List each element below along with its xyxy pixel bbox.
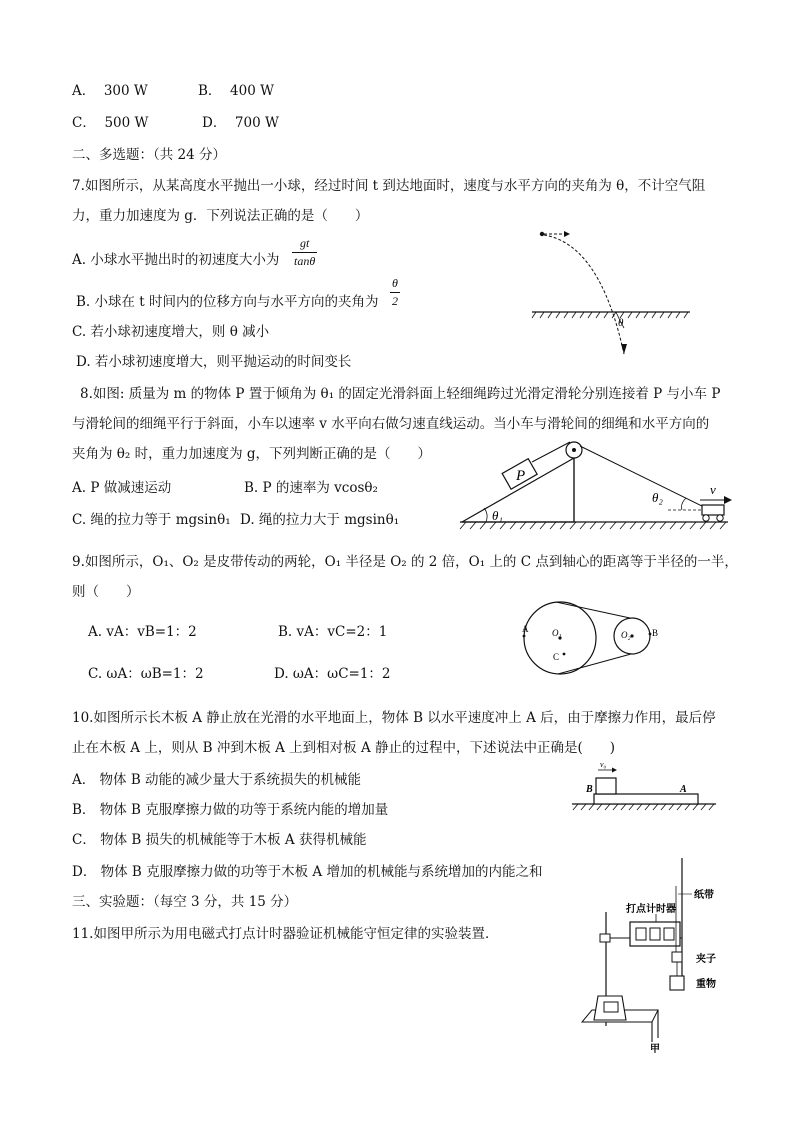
power-supply [594,996,626,1020]
p-label: P [516,468,526,484]
clip-icon [672,952,682,962]
ground-hatching [573,804,714,810]
q8-incline-figure [456,438,736,533]
q8-option-c: C. 绳的拉力等于 mgsinθ₁ [72,512,231,528]
final-velocity-arrow-icon [621,344,627,354]
q9-option-a: A. vA：vB=1：2 [88,624,197,640]
q7-option-c: C. 若小球初速度增大，则 θ 减小 [72,324,270,340]
ground-hatching [532,312,688,318]
q7-option-b: B. 小球在 t 时间内的位移方向与水平方向的夹角为 [76,294,379,310]
q6-option-c: C． 500 W [72,115,149,131]
q10-stem-line1: 10.如图所示长木板 A 静止放在光滑的水平地面上，物体 B 以水平速度冲上 A 后，由于摩擦力作用，最后停 [72,710,716,726]
q9-option-b: B. vA：vC=2：1 [278,624,388,640]
weight-label: 重物 [696,979,716,990]
q6-option-b: B． 400 W [198,83,274,99]
clip-label: 夹子 [696,954,716,965]
q7-stem-line2: 力，重力加速度为 g．下列说法正确的是（ ） [72,208,369,224]
ground-hatching [460,522,726,529]
section-3-title: 三、实验题：（每空 3 分，共 15 分） [72,894,298,910]
q8-stem-line2: 与滑轮间的细绳平行于斜面，小车以速率 v 水平向右做匀速直线运动。当小车与滑轮间的细绳和水平方向的 [72,416,710,432]
q10-option-a: A． 物体 B 动能的减少量大于系统损失的机械能 [72,772,362,788]
theta2-label: θ₂ [652,490,663,505]
v0-label: v₀ [600,760,607,769]
rope [580,446,710,510]
q7-projectile-figure [530,226,710,356]
c-label: C [553,652,560,662]
q8-option-b: B. P 的速率为 vcosθ₂ [244,480,378,496]
q9-belt-figure [520,598,670,678]
q11-apparatus-figure [578,856,728,1056]
q10-option-b: B． 物体 B 克服摩擦力做的功等于系统内能的增加量 [72,802,389,818]
timer-box [630,922,680,946]
cart-wheel-icon [703,515,709,521]
q8-option-a: A. P 做减速运动 [72,480,172,496]
ball-icon [540,232,544,236]
q8-stem-line1: 8.如图: 质量为 m 的物体 P 置于倾角为 θ₁ 的固定光滑斜面上轻细绳跨过光滑定滑轮分别连接着 P 与小车 P [80,386,721,402]
q9-option-c: C. ωA：ωB=1：2 [88,666,204,682]
o2-label: O₂ [621,630,631,640]
velocity-arrow-icon [724,496,732,504]
b-label: B [652,628,659,638]
velocity-arrow-icon [612,768,617,773]
weight-icon [670,976,684,990]
board-a [594,794,698,804]
theta1-label: θ₁ [492,508,503,523]
q9-option-d: D. ωA：ωC=1：2 [274,666,391,682]
q8-stem-line3: 夹角为 θ₂ 时，重力加速度为 g，下列判断正确的是（ ） [72,446,432,462]
arrow-head-icon [564,231,570,237]
trajectory-curve [544,235,624,354]
q6-option-a: A． 300 W [72,83,148,99]
q10-board-figure [572,758,722,818]
tape-label: 纸带 [694,890,714,901]
q10-option-d: D． 物体 B 克服摩擦力做的功等于木板 A 增加的机械能与系统增加的内能之和 [72,864,543,880]
q7-stem-line1: 7.如图所示，从某高度水平抛出一小球，经过时间 t 到达地面时，速度与水平方向的夹角为 θ，不计空气阻 [72,178,706,194]
v-label: v [710,482,716,497]
o1-label: O₁ [552,628,562,638]
q10-option-c: C． 物体 B 损失的机械能等于木板 A 获得机械能 [72,832,367,848]
cart-icon [702,505,724,515]
section-2-title: 二、多选题：（共 24 分） [72,147,227,163]
q10-stem-line2: 止在木板 A 上，则从 B 冲到木板 A 上到相对板 A 静止的过程中，下述说法中正确是( ) [72,740,616,756]
q9-stem-line1: 9.如图所示，O₁、O₂ 是皮带传动的两轮，O₁ 半径是 O₂ 的 2 倍，O₁ 上的 C 点到轴心的距离等于半径的一半， [72,554,738,570]
cart-wheel-icon [717,515,723,521]
q7-option-a: A. 小球水平抛出时的初速度大小为 [72,252,280,268]
q7-fraction-theta-2: $\frac{\theta}{2}$ [392,276,398,308]
q8-option-d: D. 绳的拉力大于 mgsinθ₁ [240,512,400,528]
jia-label: 甲 [650,1044,660,1055]
q11-stem-line1: 11.如图甲所示为用电磁式打点计时器验证机械能守恒定律的实验装置． [72,926,499,942]
q7-fraction-gt-tan: $\frac{gt}{\tan\theta}$ [294,236,316,268]
q7-option-d: D. 若小球初速度增大，则平抛运动的时间变长 [76,354,352,370]
timer-label: 打点计时器 [626,904,676,915]
q9-stem-line2: 则（ ） [72,584,140,600]
theta-label: θ [618,317,624,329]
belt-top [556,602,630,618]
b-label: B [586,784,593,795]
q6-option-d: D． 700 W [202,115,279,131]
belt-bottom [558,654,631,674]
a-label: A [680,784,687,795]
block-b [596,778,616,794]
a-label: A [522,624,529,634]
